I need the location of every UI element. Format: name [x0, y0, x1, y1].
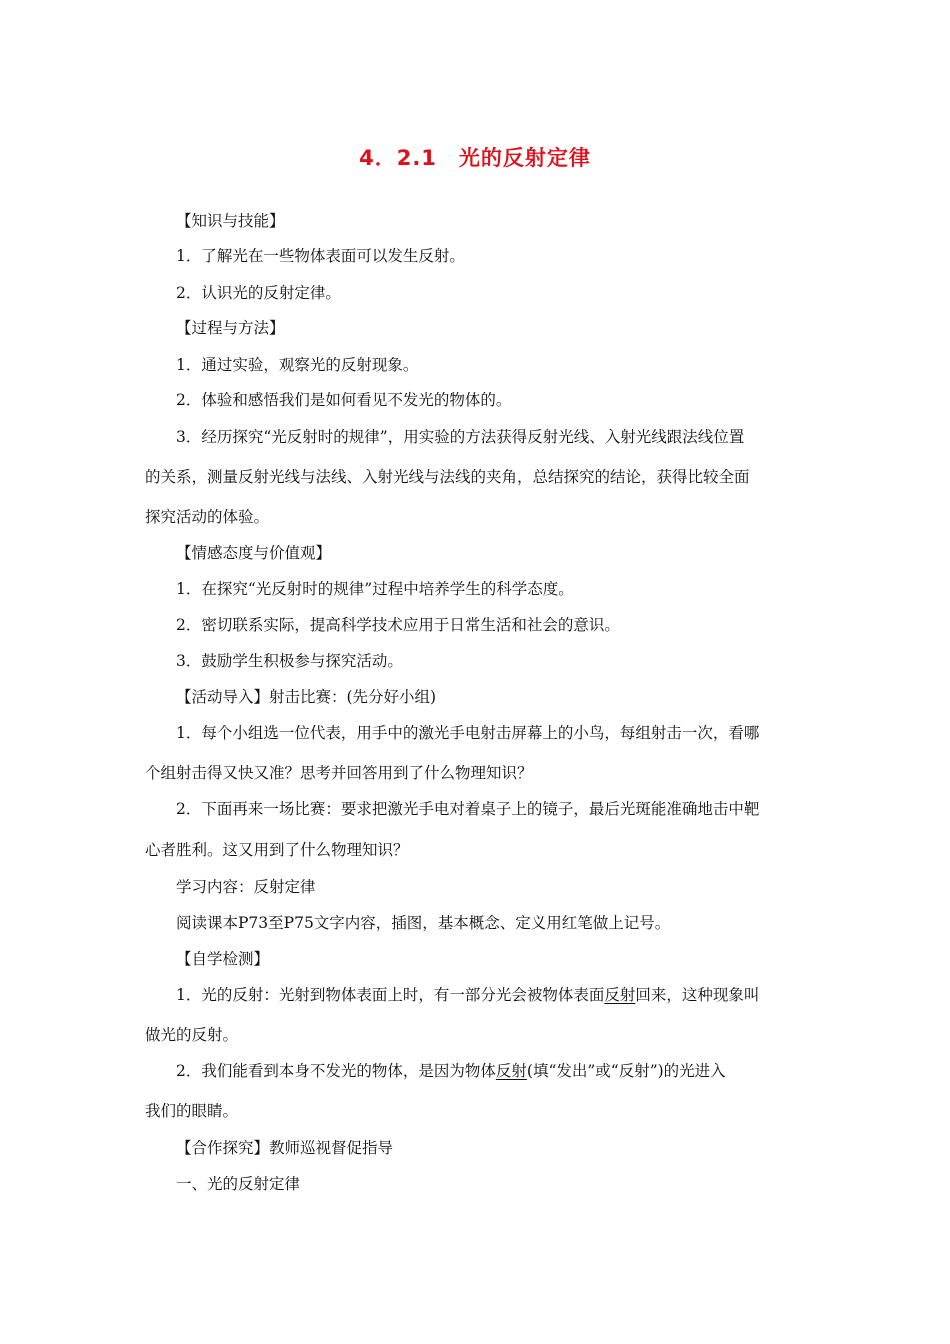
paragraph-line: 做光的反射。: [145, 1026, 239, 1044]
paragraph-line: 3．鼓励学生积极参与探究活动。: [176, 652, 403, 670]
section-heading-cooperative-inquiry: 【合作探究】教师巡视督促指导: [176, 1139, 394, 1157]
fill-in-answer: 反射: [604, 986, 636, 1004]
paragraph-line: 个组射击得又快又准？思考并回答用到了什么物理知识？: [145, 764, 533, 782]
paragraph-line: 阅读课本P73至P75文字内容，插图，基本概念、定义用红笔做上记号。: [176, 914, 671, 932]
text-segment: 回来，这种现象叫: [635, 986, 760, 1004]
paragraph-line: 1．在探究“光反射时的规律”过程中培养学生的科学态度。: [176, 580, 574, 598]
paragraph-line: 1．通过实验，观察光的反射现象。: [176, 356, 419, 374]
paragraph-line: 2．认识光的反射定律。: [176, 284, 341, 302]
paragraph-line-with-answer: [176, 1061, 726, 1081]
text-segment: 2．我们能看到本身不发光的物体，是因为物体: [176, 1062, 496, 1080]
document-title: 4．2.1 光的反射定律: [359, 146, 591, 170]
section-heading-activity-intro: 【活动导入】射击比赛：(先分好小组): [176, 688, 437, 706]
paragraph-line: 学习内容：反射定律: [176, 878, 316, 896]
paragraph-line: 2．体验和感悟我们是如何看见不发光的物体的。: [176, 391, 512, 409]
paragraph-line: 探究活动的体验。: [145, 508, 270, 526]
section-heading-knowledge-skills: 【知识与技能】: [176, 212, 285, 230]
paragraph-line-with-answer: [176, 985, 759, 1005]
paragraph-line: 2．密切联系实际，提高科学技术应用于日常生活和社会的意识。: [176, 616, 620, 634]
paragraph-line: 1．了解光在一些物体表面可以发生反射。: [176, 247, 465, 265]
subsection-heading: 一、光的反射定律: [176, 1175, 301, 1193]
paragraph-line: 我们的眼睛。: [145, 1102, 239, 1120]
paragraph-line: 的关系，测量反射光线与法线、入射光线与法线的夹角，总结探究的结论，获得比较全面: [145, 468, 750, 486]
paragraph-line: 3．经历探究“光反射时的规律”，用实验的方法获得反射光线、入射光线跟法线位置: [176, 428, 745, 446]
text-segment: (填“发出”或“反射”)的光进入: [526, 1062, 726, 1080]
fill-in-answer: 反射: [495, 1062, 527, 1080]
paragraph-line: 1．每个小组选一位代表，用手中的激光手电射击屏幕上的小鸟，每组射击一次，看哪: [176, 724, 760, 742]
paragraph-line: 心者胜利。这又用到了什么物理知识？: [145, 841, 409, 859]
text-segment: 1．光的反射：光射到物体表面上时，有一部分光会被物体表面: [176, 986, 605, 1004]
section-heading-self-check: 【自学检测】: [176, 950, 270, 968]
section-heading-process-method: 【过程与方法】: [176, 319, 285, 337]
paragraph-line: 2．下面再来一场比赛：要求把激光手电对着桌子上的镜子，最后光斑能准确地击中靶: [176, 800, 760, 818]
section-heading-attitude-values: 【情感态度与价值观】: [176, 544, 332, 562]
